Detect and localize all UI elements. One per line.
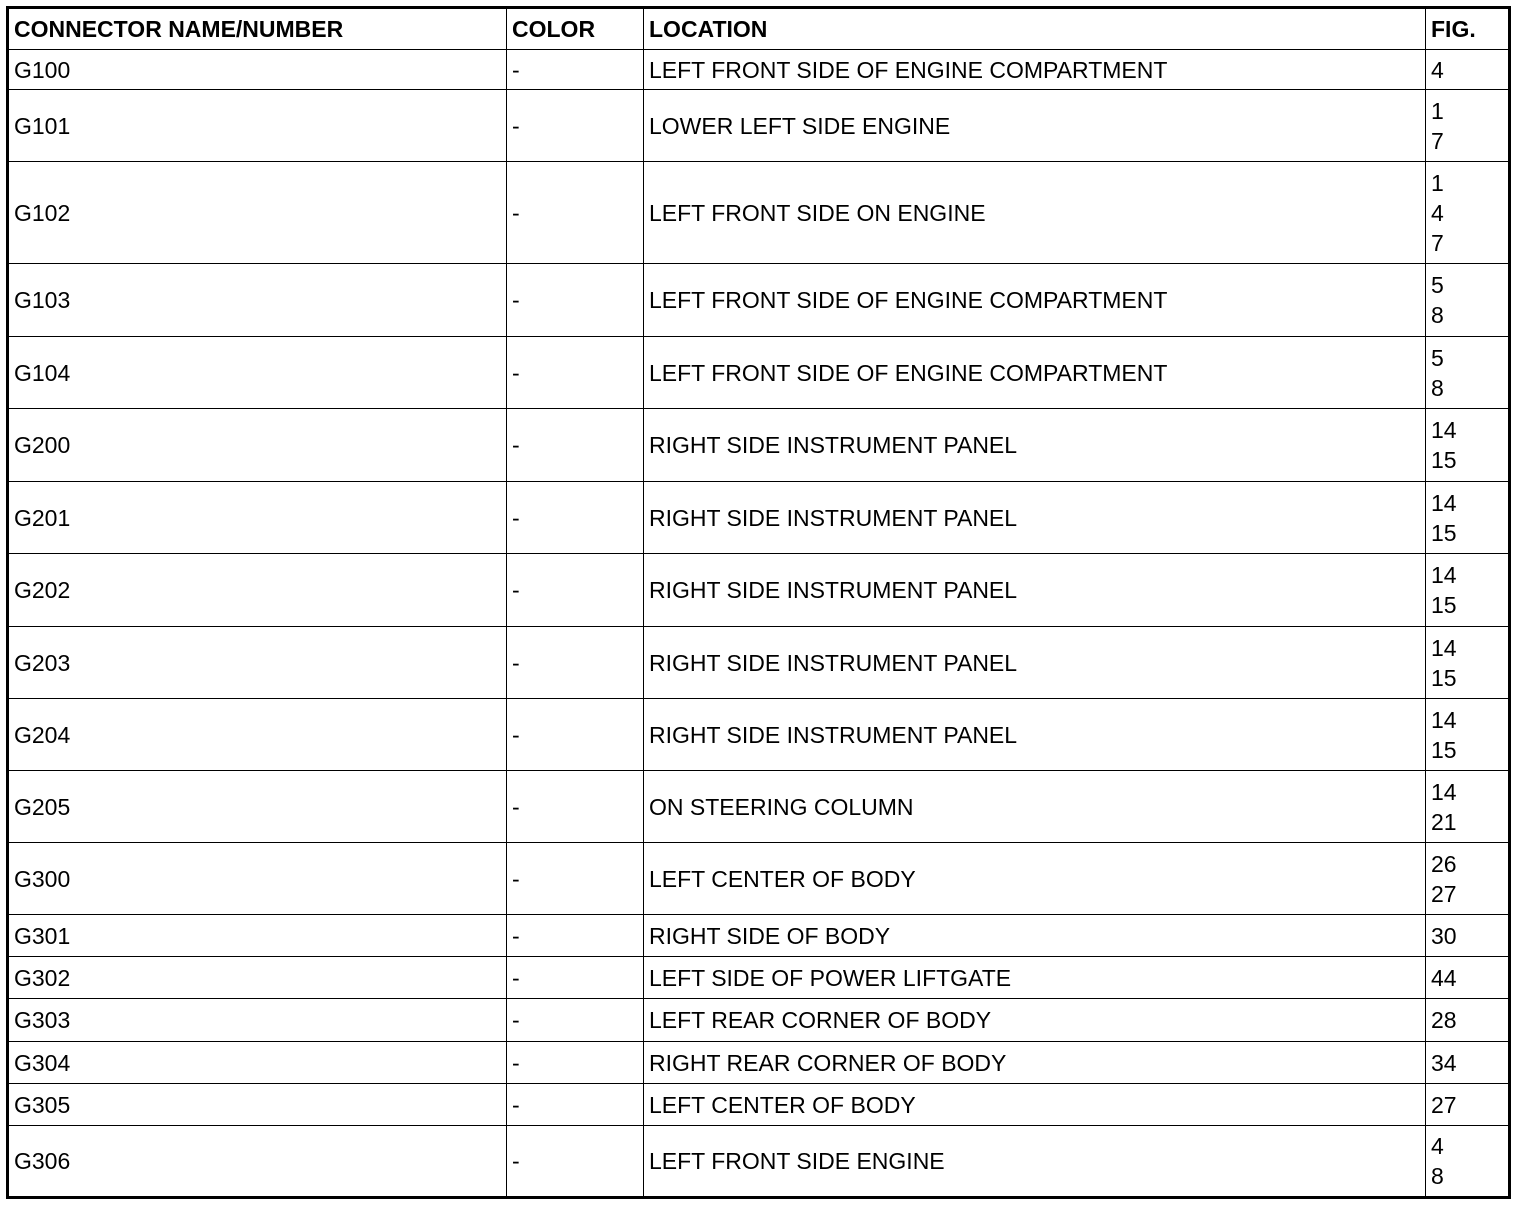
fig-cell: 5 8 xyxy=(1426,264,1510,337)
table-row xyxy=(8,957,1510,999)
color-cell: - xyxy=(507,1084,644,1126)
fig-cell: 14 21 xyxy=(1426,771,1510,843)
table-row xyxy=(8,1042,1510,1084)
table-row xyxy=(8,482,1510,554)
location-cell: RIGHT SIDE OF BODY xyxy=(644,915,1426,957)
header-color: COLOR xyxy=(507,8,644,50)
table-row xyxy=(8,162,1510,264)
connector-name-cell: G102 xyxy=(8,162,507,264)
location-cell: LEFT CENTER OF BODY xyxy=(644,1084,1426,1126)
fig-cell: 14 15 xyxy=(1426,699,1510,771)
connector-name-cell: G103 xyxy=(8,264,507,337)
fig-cell: 26 27 xyxy=(1426,843,1510,915)
color-cell: - xyxy=(507,337,644,409)
connector-name-cell: G101 xyxy=(8,90,507,162)
table-row xyxy=(8,999,1510,1042)
color-cell: - xyxy=(507,1042,644,1084)
location-cell: RIGHT SIDE INSTRUMENT PANEL xyxy=(644,554,1426,627)
table-row xyxy=(8,554,1510,627)
color-cell: - xyxy=(507,1126,644,1198)
connector-name-cell: G104 xyxy=(8,337,507,409)
connector-name-cell: G203 xyxy=(8,627,507,699)
location-cell: LEFT FRONT SIDE OF ENGINE COMPARTMENT xyxy=(644,50,1426,90)
color-cell: - xyxy=(507,843,644,915)
fig-cell: 1 4 7 xyxy=(1426,162,1510,264)
table-row xyxy=(8,409,1510,482)
location-cell: RIGHT SIDE INSTRUMENT PANEL xyxy=(644,699,1426,771)
color-cell: - xyxy=(507,50,644,90)
header-fig: FIG. xyxy=(1426,8,1510,50)
location-cell: LEFT REAR CORNER OF BODY xyxy=(644,999,1426,1042)
fig-cell: 14 15 xyxy=(1426,554,1510,627)
color-cell: - xyxy=(507,90,644,162)
location-cell: LEFT SIDE OF POWER LIFTGATE xyxy=(644,957,1426,999)
color-cell: - xyxy=(507,771,644,843)
location-cell: LOWER LEFT SIDE ENGINE xyxy=(644,90,1426,162)
table-row xyxy=(8,50,1510,90)
connector-name-cell: G303 xyxy=(8,999,507,1042)
location-cell: LEFT CENTER OF BODY xyxy=(644,843,1426,915)
connector-name-cell: G304 xyxy=(8,1042,507,1084)
color-cell: - xyxy=(507,957,644,999)
fig-cell: 44 xyxy=(1426,957,1510,999)
fig-cell: 1 7 xyxy=(1426,90,1510,162)
connector-name-cell: G201 xyxy=(8,482,507,554)
fig-cell: 14 15 xyxy=(1426,482,1510,554)
fig-cell: 4 8 xyxy=(1426,1126,1510,1198)
location-cell: RIGHT SIDE INSTRUMENT PANEL xyxy=(644,409,1426,482)
connector-name-cell: G300 xyxy=(8,843,507,915)
table-row xyxy=(8,337,1510,409)
fig-cell: 5 8 xyxy=(1426,337,1510,409)
location-cell: LEFT FRONT SIDE ENGINE xyxy=(644,1126,1426,1198)
connector-name-cell: G202 xyxy=(8,554,507,627)
table-row xyxy=(8,915,1510,957)
connector-name-cell: G100 xyxy=(8,50,507,90)
table-row xyxy=(8,771,1510,843)
location-cell: LEFT FRONT SIDE ON ENGINE xyxy=(644,162,1426,264)
connector-name-cell: G205 xyxy=(8,771,507,843)
location-cell: LEFT FRONT SIDE OF ENGINE COMPARTMENT xyxy=(644,337,1426,409)
header-row xyxy=(8,8,1510,50)
table-row xyxy=(8,90,1510,162)
fig-cell: 14 15 xyxy=(1426,409,1510,482)
table-row xyxy=(8,627,1510,699)
table-row xyxy=(8,1126,1510,1198)
color-cell: - xyxy=(507,627,644,699)
color-cell: - xyxy=(507,264,644,337)
color-cell: - xyxy=(507,554,644,627)
header-location: LOCATION xyxy=(644,8,1426,50)
color-cell: - xyxy=(507,409,644,482)
table-row xyxy=(8,1084,1510,1126)
header-connector-name: CONNECTOR NAME/NUMBER xyxy=(8,8,507,50)
connector-name-cell: G200 xyxy=(8,409,507,482)
connector-name-cell: G306 xyxy=(8,1126,507,1198)
color-cell: - xyxy=(507,915,644,957)
table-row xyxy=(8,843,1510,915)
connector-name-cell: G204 xyxy=(8,699,507,771)
fig-cell: 30 xyxy=(1426,915,1510,957)
color-cell: - xyxy=(507,999,644,1042)
connector-name-cell: G302 xyxy=(8,957,507,999)
color-cell: - xyxy=(507,162,644,264)
color-cell: - xyxy=(507,699,644,771)
connector-name-cell: G305 xyxy=(8,1084,507,1126)
location-cell: RIGHT SIDE INSTRUMENT PANEL xyxy=(644,482,1426,554)
fig-cell: 27 xyxy=(1426,1084,1510,1126)
fig-cell: 34 xyxy=(1426,1042,1510,1084)
fig-cell: 14 15 xyxy=(1426,627,1510,699)
location-cell: LEFT FRONT SIDE OF ENGINE COMPARTMENT xyxy=(644,264,1426,337)
color-cell: - xyxy=(507,482,644,554)
table-row xyxy=(8,699,1510,771)
table-row xyxy=(8,264,1510,337)
connector-name-cell: G301 xyxy=(8,915,507,957)
location-cell: ON STEERING COLUMN xyxy=(644,771,1426,843)
location-cell: RIGHT REAR CORNER OF BODY xyxy=(644,1042,1426,1084)
fig-cell: 28 xyxy=(1426,999,1510,1042)
connector-table xyxy=(6,6,1511,1199)
fig-cell: 4 xyxy=(1426,50,1510,90)
location-cell: RIGHT SIDE INSTRUMENT PANEL xyxy=(644,627,1426,699)
